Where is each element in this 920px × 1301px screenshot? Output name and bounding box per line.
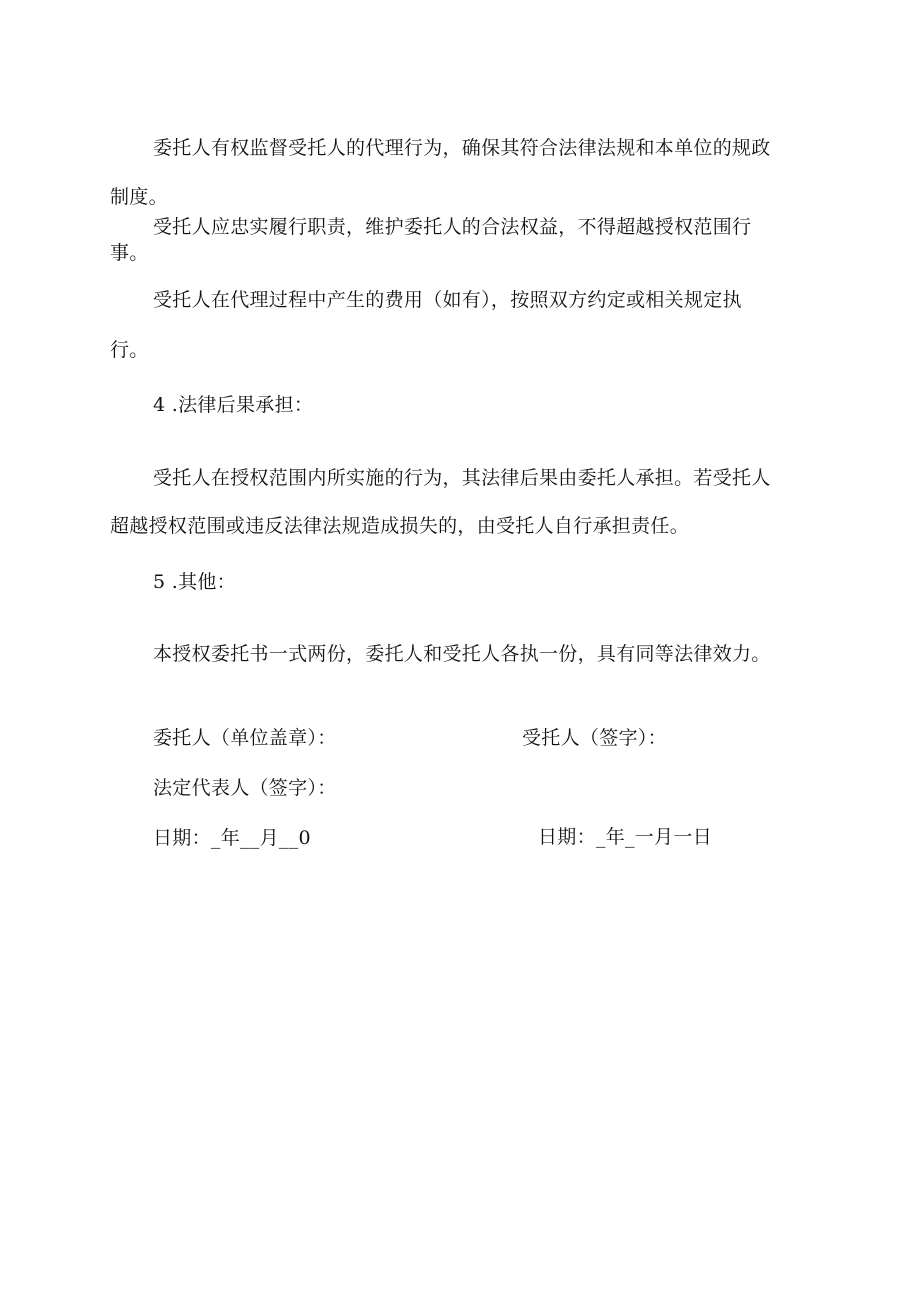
agent-signature-label: 受托人（签字）：	[522, 727, 667, 749]
paragraph-expense-line-1: 受托人在代理过程中产生的费用（如有），按照双方约定或相关规定执	[153, 289, 742, 311]
section-4-heading: 4 .法律后果承担：	[153, 394, 314, 416]
principal-seal-label: 委托人（单位盖章）：	[153, 727, 337, 749]
section-5-heading: 5 .其他：	[153, 571, 236, 593]
agent-date-label: 日期：_年_一月一日	[538, 826, 713, 848]
paragraph-duty-line-1: 受托人应忠实履行职责，维护委托人的合法权益，不得超越授权范围行	[153, 216, 752, 238]
legal-representative-label: 法定代表人（签字）：	[153, 777, 337, 799]
principal-date-label: 日期：_年__月__0	[153, 827, 311, 849]
section-4-line-2: 超越授权范围或违反法律法规造成损失的，由受托人自行承担责任。	[110, 515, 690, 537]
paragraph-supervision-line-1: 委托人有权监督受托人的代理行为，确保其符合法律法规和本单位的规政	[153, 137, 771, 159]
paragraph-duty-line-2: 事。	[110, 242, 149, 264]
section-4-line-1: 受托人在授权范围内所实施的行为，其法律后果由委托人承担。若受托人	[153, 467, 771, 489]
paragraph-supervision-line-2: 制度。	[110, 186, 168, 208]
section-5-line-1: 本授权委托书一式两份，委托人和受托人各执一份，具有同等法律效力。	[153, 643, 771, 665]
paragraph-expense-line-2: 行。	[110, 339, 149, 361]
